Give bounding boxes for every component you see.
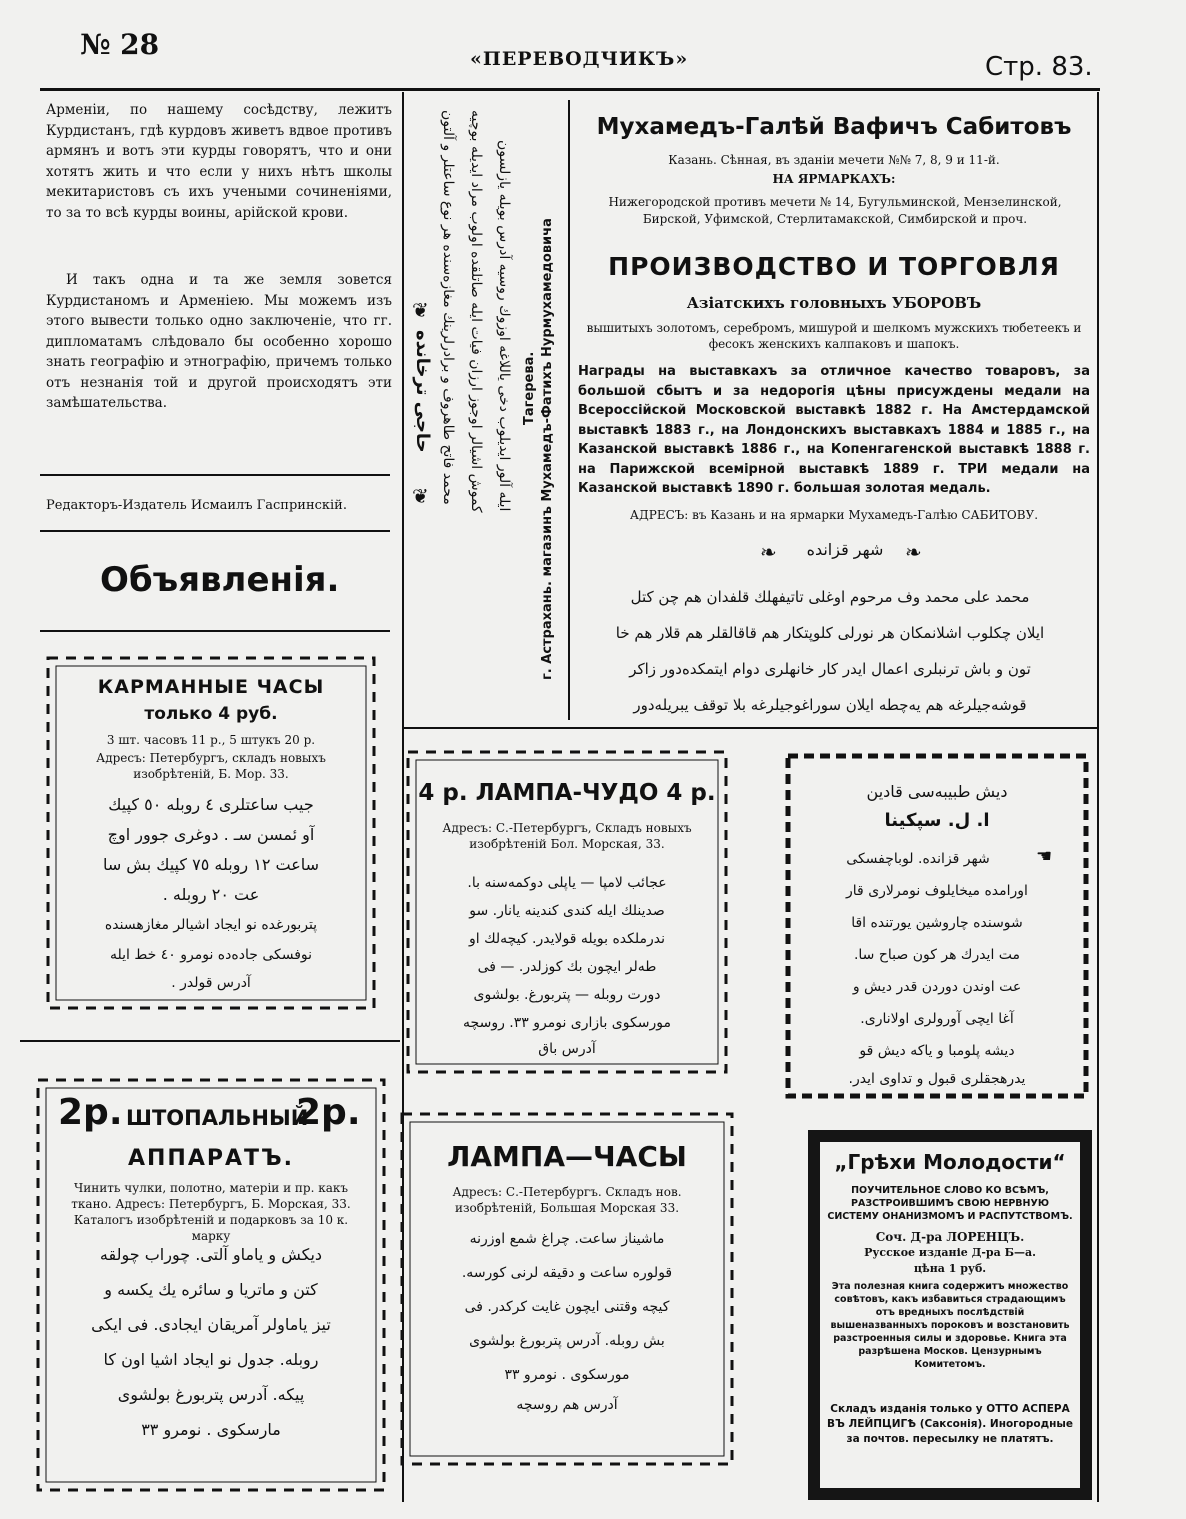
middle-horizontal-rule	[404, 727, 1098, 729]
darning-ar-1: ديكش و ياماو آلتى. چوراب چولقه	[99, 1245, 323, 1264]
sabitov-fairs-list: Нижегородской противъ мечети № 14, Бугульминской, Мензелинской, Бирской, Уфимской, Стерлитамакской, Симбирской и проч.	[608, 195, 1062, 226]
issue-number: № 28	[80, 28, 160, 61]
sabitov-name: Мухамедъ-Галѣй Вафичъ Сабитовъ	[596, 114, 1072, 140]
ornament-icon: ❧	[760, 540, 777, 564]
lamp-wonder-title: 4 р. ЛАМПА-ЧУДО 4 р.	[418, 780, 716, 806]
lamp-clock-ar-6: آدرس هم روسچه	[516, 1397, 618, 1413]
page-number: Стр. 83.	[985, 52, 1093, 82]
darning-subtitle: АППАРАТЪ.	[127, 1146, 295, 1171]
newspaper-title: «ПЕРЕВОДЧИКЪ»	[470, 48, 689, 70]
lamp-clock-ar-5: مورسكوى . نومرو ٣٣	[504, 1367, 630, 1383]
watches-line-2: Адресъ: Петербургъ, складъ новыхъ изобрѣтеній, Б. Мор. 33.	[96, 751, 326, 781]
astrakhan-ar-2: كموش اشيالر اوجوز ارزان فيات ايله صاتلقده اولوب مراد ايديله بوچيه	[468, 110, 484, 513]
ad-lamp-wonder	[398, 742, 736, 1082]
astrakhan-ar-3: ايله آلور ايديلوب دخى ياللاغه اوزوك روسيه آدرس بويله يازلسون	[496, 140, 512, 512]
watches-ar-5: پتربورغده نو ايجاد اشيالر مغازهسنده	[104, 917, 318, 933]
ad-book-sins-of-youth	[808, 1130, 1092, 1500]
lamp-wonder-ar-5: دورت روبله — پتربورغ. بولشوى	[473, 987, 661, 1003]
watches-ar-4: عت ٢٠ روبله .	[162, 885, 260, 904]
watches-ar-2: آو ئمسن سـ . دوغرى جوور اوچ	[107, 825, 315, 844]
astrakhan-ru-2: Тагерева.	[522, 351, 537, 425]
astrakhan-ru-1: г. Астрахань. магазинъ Мухамедъ-Фатихъ Нурмухамедовича	[540, 218, 555, 680]
lamp-clock-ar-3: كيچه وقتنى ايچون غايت كركدر. فى	[464, 1299, 670, 1315]
ornament-icon: ❧	[905, 540, 922, 564]
sabitov-ar-2: ايلان چكلوب اشلانمكان هر نورلى كلوپتكار هم قاقالقلر هم قلار هم خا	[615, 624, 1045, 642]
sabitov-fairs: НА ЯРМАРКАХЪ:	[772, 172, 896, 186]
article-paragraph-1: Арменіи, по нашему сосѣдству, лежитъ Курдистанъ, гдѣ курдовъ живетъ вдвое противъ армянъ и вотъ эти курды говорятъ, что и они хотятъ жить и что если у нихъ нѣтъ школы мекитаристовъ съ ихъ учеными сочиненіями, то за то всѣ курды воины, арійской крови.	[46, 102, 392, 221]
darning-ar-4: روبله. جدول نو ايجاد اشيا اون كا	[103, 1350, 319, 1369]
dentist-ar-5: عت اوندن دوردن قدر ديش و	[852, 979, 1022, 995]
darning-price-left: 2р.	[58, 1092, 123, 1133]
dentist-ar-3: شوسنده چاروشين يورتنده اقا	[851, 915, 1023, 931]
lamp-clock-title: ЛАМПА—ЧАСЫ	[447, 1140, 687, 1173]
watches-price: только 4 руб.	[144, 704, 278, 724]
darning-ar-2: كتن و ماتريا و سائره يك يكسه و	[104, 1280, 318, 1299]
watches-ar-1: جيب ساعتلرى ٤ روبله ٥٠ كپيك	[108, 795, 314, 814]
lamp-clock-ar-2: قولوره ساعت و دقيقه لرنى كورسه.	[461, 1265, 673, 1281]
lamp-wonder-ar-7: آدرس باق	[538, 1041, 596, 1057]
watches-ar-7: آدرس قولدر .	[171, 975, 251, 991]
book-price: цѣна 1 руб.	[913, 1262, 987, 1275]
book-sub: ПОУЧИТЕЛЬНОЕ СЛОВО КО ВСѢМЪ, РАЗСТРОИВШИМЪ СВОЮ НЕРВНУЮ СИСТЕМУ ОНАНИЗМОМЪ И РАСПУТСТВОМЪ.	[827, 1185, 1073, 1222]
dentist-ar-7: ديشه پلومبا و ياكه ديش قو	[859, 1043, 1015, 1059]
editor-line: Редакторъ-Издатель Исмаилъ Гаспринскій.	[46, 498, 347, 513]
ads-heading-rule	[40, 630, 390, 632]
sabitov-address-line: АДРЕСЪ: въ Казань и на ярмарки Мухамедъ-Галѣю САБИТОВУ.	[629, 508, 1039, 522]
sabitov-ar-heading: شهر قزانده	[806, 540, 884, 559]
lamp-wonder-ar-1: عجائب لامپا — ياپلى دوكمه‌سنه با.	[467, 875, 667, 891]
book-title: „Грѣхи Молодости“	[834, 1150, 1066, 1174]
darning-ar-6: مارسكوى . نومرو ٣٣	[141, 1420, 281, 1439]
ad-dentist	[778, 746, 1096, 1106]
dentist-ar-title-2: ا. ل. سپكينا	[884, 810, 990, 831]
darning-price-right: 2р.	[296, 1092, 361, 1133]
dentist-ar-title-1: ديش طبيبه‌سى قادين	[866, 782, 1008, 801]
sabitov-production-title: ПРОИЗВОДСТВО И ТОРГОВЛЯ	[608, 252, 1060, 281]
header-rule	[40, 88, 1100, 91]
pointing-hand-icon: ☚	[1036, 846, 1053, 867]
sabitov-ar-1: محمد على محمد وف مرحوم اوغلى تاتيفهلك قلفدان هم چن كتل	[630, 588, 1030, 606]
dentist-ar-8: يدرهجقلرى قبول و تداوى ايدر.	[848, 1071, 1026, 1087]
ad-darning-apparatus	[28, 1070, 394, 1500]
watches-title: КАРМАННЫЕ ЧАСЫ	[97, 676, 325, 698]
lamp-clock-ar-1: ماشيناز ساعت. چراغ شمع اوزرنه	[469, 1231, 665, 1247]
book-author: Соч. Д-ра ЛОРЕНЦЪ.	[875, 1230, 1025, 1244]
ornament-icon: ❦	[412, 298, 429, 322]
book-desc: Эта полезная книга содержитъ множество совѣтовъ, какъ избавиться страдающимъ отъ вредныхъ послѣдствій вышеназванныхъ пороковъ и возстановить разстроенныя силы и здоровье. Книга эта разрѣшена Москов. Цензурнымъ Комитетомъ.	[830, 1281, 1070, 1370]
ads-heading: Объявленія.	[100, 560, 340, 600]
editor-rule	[40, 530, 390, 532]
book-store: Складъ изданія только у ОТТО АСПЕРА ВЪ ЛЕЙПЦИГѢ (Саксонія). Иногородные за почтов. пересылку не платятъ.	[827, 1403, 1073, 1445]
astrakhan-ar-1: محمد فاتح طاهروف و برادرلرينك مغازه‌سنده هر نوع ساعتلر و آلتون	[440, 110, 456, 505]
lamp-wonder-ar-3: ندرملكده بويله قولايدر. كيچه‌لك او	[468, 931, 666, 947]
sabitov-address: Казань. Сѣнная, въ зданіи мечети №№ 7, 8, 9 и 11-й.	[668, 153, 1000, 167]
dentist-ar-6: آغا ايچى آورولرى اولانارى.	[860, 1011, 1014, 1027]
column-rule-right	[1097, 92, 1099, 1502]
ads-separator-rule	[20, 1040, 400, 1042]
article-rule	[40, 474, 390, 476]
darning-ar-3: تيز ياماولر آمريقان ايجادى. فى ايكى	[91, 1315, 331, 1334]
sabitov-ar-3: تون و باش ترنبلرى اعمال ايدر كار خانهلرى دوام ايتمكده‌دور زاكر	[629, 660, 1031, 678]
ornament-icon: ❦	[412, 484, 429, 508]
sabitov-production-sub: Азіатскихъ головныхъ УБОРОВЪ	[686, 294, 982, 312]
lamp-wonder-ar-2: صدينلك ايله كندى كندينه يانار. سو	[469, 903, 665, 919]
article-paragraph-2: И такъ одна и та же земля зовется Курдистаномъ и Арменіею. Мы можемъ изъ этого вывести только одно заключеніе, что гг. дипломатамъ слѣдовало бы особенно хорошо знать географію и этнографію, причемъ только отъ незнанія той и другой происходятъ эти замѣшательства.	[46, 272, 392, 411]
ad-pocket-watches	[38, 648, 384, 1018]
darning-body: Чинить чулки, полотно, матеріи и пр. какъ ткано. Адресъ: Петербургъ, Б. Морская, 33. Каталогъ изобрѣтеній и подарковъ за 10 к. марку	[71, 1181, 351, 1243]
book-edition: Русское изданіе Д-ра Б—а.	[864, 1246, 1036, 1259]
lamp-clock-body: Адресъ: С.-Петербургъ. Складъ нов. изобрѣтеній, Большая Морская 33.	[452, 1185, 682, 1215]
dentist-ar-1: شهر قزانده. لوباچفسكى	[846, 851, 990, 867]
dentist-ar-2: اورامده ميخايلوف نومرلارى قار	[846, 883, 1028, 899]
astrakhan-ar-4: حاجى ترخانده	[412, 330, 433, 453]
watches-ar-3: ساعت ١٢ روبله ٧٥ كپيك بش سا	[102, 855, 320, 874]
watches-line-1: 3 шт. часовъ 11 р., 5 штукъ 20 р.	[106, 733, 316, 747]
lamp-wonder-ar-6: مورسكوى بازارى نومرو ٣٣. روسچه	[463, 1015, 671, 1031]
lamp-wonder-body: Адресъ: С.-Петербургъ, Складъ новыхъ изобрѣтеній Бол. Морская, 33.	[442, 821, 692, 851]
sabitov-production-desc: вышитыхъ золотомъ, серебромъ, мишурой и шелкомъ мужскихъ тюбетеекъ и фесокъ женскихъ калпаковъ и шапокъ.	[586, 321, 1082, 351]
lamp-clock-ar-4: بش روبله. آدرس پتربورغ بولشوى	[469, 1333, 665, 1349]
dentist-ar-4: مت ايدرك هر كون صباح سا.	[853, 947, 1021, 963]
lamp-wonder-ar-4: طه‌لر ايچون بك كوزلدر. — فى	[477, 959, 657, 975]
sabitov-ar-4: قوشه‌جيلرغه هم يه‌چطه ايلان سوراغوجيلرغه بلا توقف يبريله‌دور	[633, 696, 1027, 714]
darning-title: ШТОПАЛЬНЫЙ	[126, 1106, 309, 1130]
ad-lamp-clock	[392, 1104, 742, 1474]
sabitov-awards: Награды на выставкахъ за отличное качество товаровъ, за большой сбытъ и за недорогія цѣны присуждены медали на Всероссійской Московской выставкѣ 1882 г. На Амстердамской выставкѣ 1883 г., на Лондонскихъ выставкахъ 1884 и 1885 г., на Казанской выставкѣ 1886 г., на Копенгагенской выставкѣ 1888 г. на Парижской всемірной выставкѣ 1889 г. ТРИ медали на Казанской выставкѣ 1890 г. большая золотая медаль.	[578, 364, 1090, 496]
watches-ar-6: نوفسكى جاده‌ده نومرو ٤٠ خط ايله	[109, 947, 313, 963]
darning-ar-5: پيكه. آدرس پتربورغ بولشوى	[117, 1385, 305, 1404]
